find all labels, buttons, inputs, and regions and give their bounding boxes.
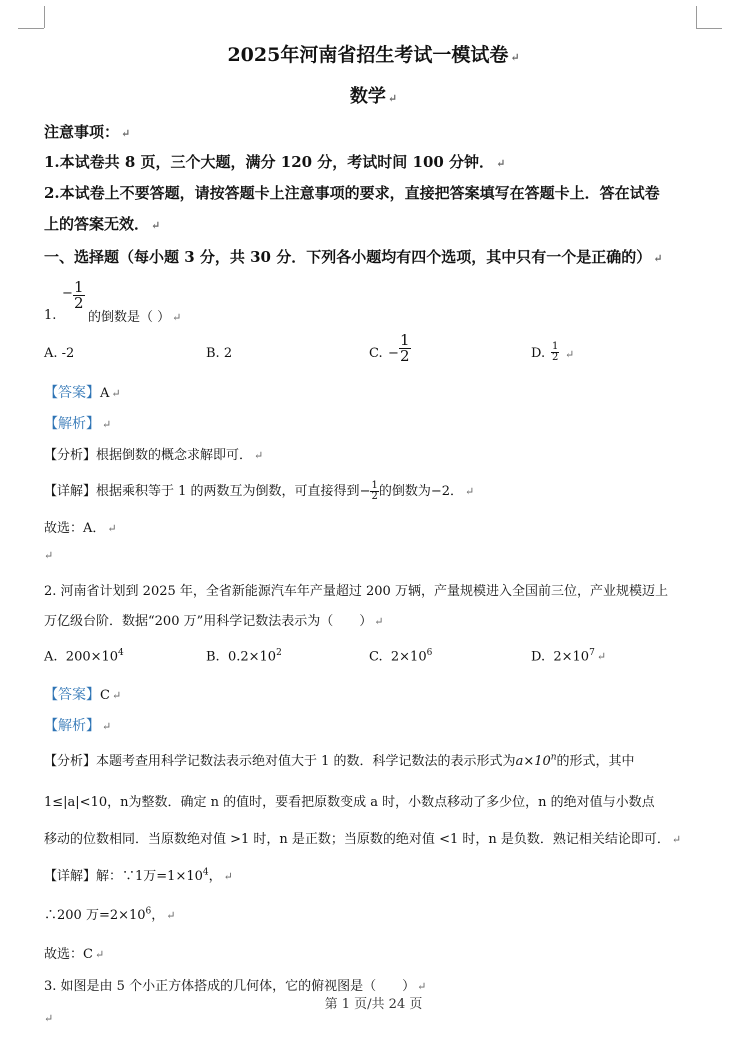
q1-option-b: B. 2 [206,346,233,361]
notice-item-1-text: 1.本试卷共 8 页，三个大题，满分 120 分，考试时间 100 分钟． [44,153,495,171]
q1-xiangjie-post: 的倒数为−2． [378,484,464,499]
q1-option-c-denominator: 2 [400,347,410,365]
q2-xiangjie-post: ， [208,869,222,884]
q2-xiangjie-pre: 解：∵1万=1×10 [96,869,203,884]
q2-stem-line-1: 2. 河南省计划到 2025 年，全省新能源汽车年产量超过 200 万辆，产量规模进入全国前三位，产业规模迈上 [44,584,668,599]
paragraph-mark: ↵ [496,157,506,170]
q2-option-c [369,648,432,664]
crop-mark-top-right-v [696,6,697,28]
page-subject [0,82,747,108]
q2-analysis-tag [44,715,111,735]
q2-option-d-base: 2×10 [553,649,590,665]
q1-fraction [73,280,85,311]
paragraph-mark: ↵ [417,980,427,993]
q2-option-a [44,648,124,664]
q2-stem-line-2-text: 万亿级台阶．数据“200 万”用科学记数法表示为（ ） [44,614,373,629]
q1-fraction-sign: − [62,286,73,301]
paragraph-mark: ↵ [510,51,520,64]
paragraph-mark: ↵ [111,689,122,702]
q1-xiangjie-denominator: 2 [371,491,378,502]
crop-mark-top-left-v [44,6,45,28]
q2-option-d-label: D. [531,649,546,665]
q2-option-b-exp: 2 [276,648,282,658]
q1-choose-text: 故选：A． [44,521,106,536]
q2-analysis-tag-text: 【解析】 [44,718,100,734]
paragraph-mark: ↵ [387,92,398,105]
paragraph-mark: ↵ [44,549,54,562]
q2-xiangjie-tag: 【详解】 [44,869,97,884]
q2-fenxi-line-b: 1≤|a|<10，n为整数．确定 n 的值时，要看把原数变成 a 时，小数点移动了多少位，n 的绝对值与小数点 [44,795,655,810]
notice-item-2-line-1 [44,182,660,203]
q2-therefore-post: ， [151,908,165,923]
paragraph-mark: ↵ [94,948,105,961]
paragraph-mark: ↵ [172,311,182,324]
paragraph-mark: ↵ [44,1012,54,1025]
q1-xiangjie-sign: − [359,484,371,499]
q2-answer-value: C [100,688,110,703]
q1-stem-tail [88,306,181,325]
q1-xiangjie-numerator: 1 [371,480,378,491]
paragraph-mark: ↵ [121,127,131,140]
q2-option-c-base: 2×10 [390,649,427,665]
notice-heading [44,121,130,142]
q1-fenxi-text: 根据倒数的概念求解即可． [96,448,253,463]
q1-option-d-numerator: 1 [552,341,559,352]
q3-stem [44,975,426,994]
crop-mark-top-left-h [18,28,44,29]
q1-answer-value: A [100,386,110,401]
q1-option-d-fraction [551,342,559,363]
q2-therefore-exp: 6 [145,906,152,917]
q2-xiangjie [44,865,233,884]
paragraph-mark: ↵ [565,348,575,361]
notice-item-2-line-2 [44,213,160,234]
paragraph-mark: ↵ [254,449,264,462]
q1-option-a: A. -2 [44,346,75,361]
q1-answer-tag: 【答案】 [44,385,100,401]
q2-option-a-base: 200×10 [65,649,119,665]
page-subject-text: 数学 [349,86,386,107]
paragraph-mark: ↵ [111,387,121,400]
q1-stem-tail-text: 的倒数是（ ） [88,310,171,325]
q2-fenxi-pre: 本题考查用科学记数法表示绝对值大于 1 的数．科学记数法的表示形式为 [96,754,516,769]
q2-fenxi-line-c-text: 移动的位数相同．当原数绝对值 >1 时，n 是正数；当原数的绝对值 <1 时，n 是负数．熟记相关结论即可． [44,832,670,847]
q1-fraction-denominator: 2 [74,294,84,312]
q1-analysis-tag-text: 【解析】 [44,416,100,432]
paragraph-mark: ↵ [107,522,117,535]
q2-choose-text: 故选：C [44,947,93,962]
q2-answer-tag: 【答案】 [44,687,100,703]
q2-option-a-exp: 4 [118,648,124,658]
notice-item-2-line-2-text: 上的答案无效． [44,215,150,233]
q3-stem-text: 3. 如图是由 5 个小正方体搭成的几何体，它的俯视图是（ ） [44,979,416,994]
q1-xiangjie-pre: 根据乘积等于 1 的两数互为倒数，可直接得到 [96,484,360,499]
q2-fenxi [44,750,635,769]
q1-analysis-tag [44,413,111,433]
q1-xiangjie-fraction [370,481,378,502]
q1-option-c-numerator: 1 [400,331,410,349]
page-title [0,40,747,67]
q2-option-c-label: C. [369,649,383,665]
q2-option-a-label: A. [44,649,58,665]
paragraph-mark: ↵ [151,219,161,232]
q2-option-d-exp: 7 [589,648,595,658]
q2-therefore [44,904,176,923]
q2-fenxi-post: 的形式，其中 [556,754,635,769]
q1-option-d-label: D. [531,346,546,361]
notice-heading-text: 注意事项： [44,123,120,141]
q1-fenxi-tag: 【分析】 [44,448,97,463]
page-title-text: 2025年河南省招生考试一模试卷 [227,44,509,66]
q1-option-c-sign: − [388,346,399,361]
paragraph-mark: ↵ [671,833,682,846]
paragraph-mark: ↵ [102,418,112,431]
q1-answer [44,382,121,402]
q1-option-d-denominator: 2 [552,352,559,363]
notice-item-2-line-1-text: 2.本试卷上不要答题，请按答题卡上注意事项的要求，直接把答案填写在答题卡上．答在试卷 [44,184,660,202]
paragraph-mark: ↵ [653,252,663,265]
section-heading [44,246,662,267]
q1-number: 1. [44,308,57,323]
q2-option-b [206,648,282,664]
page-footer-text: 第 1 页/共 24 页 [324,997,423,1012]
paragraph-mark: ↵ [166,909,176,922]
q1-option-c-fraction [399,333,411,364]
q2-fenxi-line-c [44,828,681,847]
paragraph-mark: ↵ [465,485,475,498]
section-heading-text: 一、选择题（每小题 3 分，共 30 分．下列各小题均有四个选项，其中只有一个是正确的） [44,248,652,266]
q1-fraction-numerator: 1 [74,278,84,296]
q1-fenxi [44,444,263,463]
q2-fenxi-exp: n [550,752,557,763]
q1-xiangjie [44,480,474,502]
q2-answer [44,684,121,704]
paragraph-mark: ↵ [223,870,233,883]
q1-xiangjie-tag: 【详解】 [44,484,97,499]
q1-option-c-label: C. [369,346,383,361]
q2-option-d [531,648,606,664]
paragraph-mark: ↵ [596,650,607,664]
notice-item-1 [44,151,505,172]
q2-option-c-exp: 6 [426,648,433,658]
q2-xiangjie-exp: 4 [202,867,209,878]
page-footer [0,993,747,1012]
crop-mark-top-right-h [696,28,722,29]
q2-option-b-base: 0.2×10 [227,649,277,665]
q2-fenxi-tag: 【分析】 [44,754,97,769]
paragraph-mark: ↵ [374,615,384,628]
paragraph-mark: ↵ [102,720,112,733]
q2-fenxi-formula: a×10 [515,754,551,769]
q2-therefore-pre: ∴200 万=2×10 [44,908,146,923]
q2-stem-line-2 [44,610,383,629]
q2-choose [44,943,104,962]
q1-choose [44,517,117,536]
q2-option-b-label: B. [206,649,220,665]
